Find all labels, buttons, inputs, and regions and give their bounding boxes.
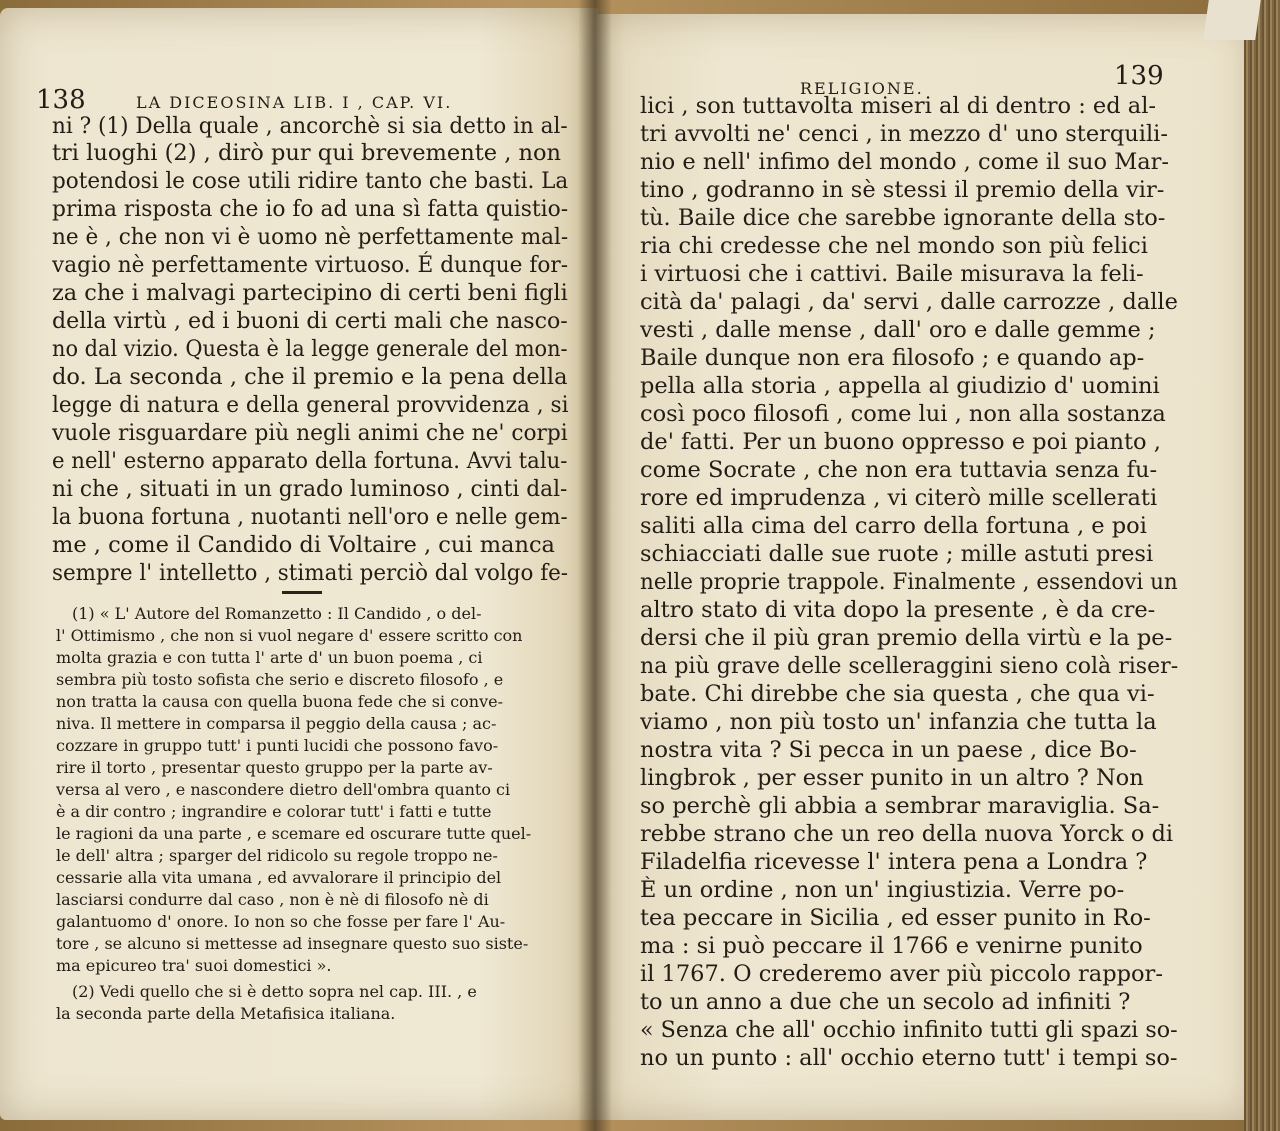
right-line: i virtuosi che i cattivi. Baile misurava la feli- [640,261,1144,287]
footnote-line: versa al vero , e nascondere dietro dell'ombra quanto ci [56,780,511,799]
right-line: come Socrate , che non era tuttavia senza fu- [640,457,1158,483]
left-line: prima risposta che io fo ad una sì fatta quistio- [52,196,569,222]
right-line: È un ordine , non un' ingiustizia. Verre po- [640,877,1125,903]
right-page-number: 139 [1114,61,1164,91]
left-line: della virtù , ed i buoni di certi mali che nasco- [52,308,568,334]
left-line: e nell' esterno apparato della fortuna. Avvi talu- [52,448,568,474]
footnote-line: non tratta la causa con quella buona fede che si conve- [56,692,504,711]
footnote-line: (2) Vedi quello che si è detto sopra nel cap. III. , e [72,982,477,1001]
left-line: me , come il Candido di Voltaire , cui manca [52,532,555,558]
right-header [1114,60,1164,92]
footnote-line: niva. Il mettere in comparsa il peggio della causa ; ac- [56,714,497,733]
left-line: ni ? (1) Della quale , ancorchè si sia detto in al- [52,113,568,139]
footnote-line: galantuomo d' onore. Io non so che fosse per fare l' Au- [56,912,506,931]
right-line: così poco filosofi , come lui , non alla sostanza [640,401,1166,427]
left-line: no dal vizio. Questa è la legge generale del mon- [52,336,568,362]
left-line: la buona fortuna , nuotanti nell'oro e nelle gem- [52,504,568,530]
left-line: do. La seconda , che il premio e la pena della [52,364,568,390]
right-line: Baile dunque non era filosofo ; e quando ap- [640,345,1145,371]
right-line: vesti , dalle mense , dall' oro e dalle gemme ; [640,317,1156,343]
footnote-line: è a dir contro ; ingrandire e colorar tutt' i fatti e tutte [56,802,492,821]
footnote-line: ma epicureo tra' suoi domestici ». [56,956,332,975]
right-line: tino , godranno in sè stessi il premio della vir- [640,177,1165,203]
left-page-number: 138 [36,85,86,115]
right-line: schiacciati dalle sue ruote ; mille astuti presi [640,541,1154,567]
right-line: nostra vita ? Si pecca in un paese , dice Bo- [640,737,1137,763]
right-line: ria chi credesse che nel mondo son più felici [640,233,1148,259]
left-line: za che i malvagi partecipino di certi beni figli [52,280,568,306]
right-line: rebbe strano che un reo della nuova Yorck o di [640,821,1174,847]
right-line: rore ed imprudenza , vi citerò mille scellerati [640,485,1158,511]
right-line: no un punto : all' occhio eterno tutt' i tempi so- [640,1045,1178,1071]
footnote-line: lasciarsi condurre dal caso , non è nè di filosofo nè di [56,890,489,909]
right-line: nio e nell' infimo del mondo , come il suo Mar- [640,149,1170,175]
paper-tab [1203,0,1261,40]
right-line: de' fatti. Per un buono oppresso e poi pianto , [640,429,1161,455]
right-line: saliti alla cima del carro della fortuna , e poi [640,513,1147,539]
left-line: sempre l' intelletto , stimati perciò dal volgo fe- [52,560,569,586]
right-line: pella alla storia , appella al giudizio d' uomini [640,373,1160,399]
right-line: il 1767. O crederemo aver più piccolo rappor- [640,961,1163,987]
footnote-line: cozzare in gruppo tutt' i punti lucidi che possono favo- [56,736,499,755]
right-line: altro stato di vita dopo la presente , è da cre- [640,597,1156,623]
right-line: Filadelfia ricevesse l' intera pena a Londra ? [640,849,1148,875]
footnote-line: rire il torto , presentar questo gruppo per la parte av- [56,758,493,777]
right-line: lici , son tuttavolta miseri al di dentro : ed al- [640,93,1157,119]
right-running-head: RELIGIONE. [800,79,924,98]
right-line: so perchè gli abbia a sembrar maraviglia. Sa- [640,793,1160,819]
right-line: tri avvolti ne' cenci , in mezzo d' uno sterquili- [640,121,1168,147]
footnote-rule [282,591,322,594]
footnote-line: molta grazia e con tutta l' arte d' un buon poema , ci [56,648,483,667]
footnote-line: l' Ottimismo , che non si vuol negare d' essere scritto con [56,626,523,645]
left-line: legge di natura e della general provvidenza , si [52,392,569,418]
page-edges [1244,0,1280,1131]
footnote-line: la seconda parte della Metafisica italiana. [56,1004,396,1023]
right-line: nelle proprie trappole. Finalmente , essendovi un [640,569,1178,595]
footnote-line: (1) « L' Autore del Romanzetto : Il Candido , o del- [72,604,482,623]
right-line: ma : si può peccare il 1766 e venirne punito [640,933,1143,959]
book-gutter [578,0,612,1131]
right-line: cità da' palagi , da' servi , dalle carrozze , dalle [640,289,1178,315]
footnote-line: cessarie alla vita umana , ed avvalorare il principio del [56,868,502,887]
footnote-line: le ragioni da una parte , e scemare ed oscurare tutte quel- [56,824,532,843]
left-line: ne è , che non vi è uomo nè perfettamente mal- [52,224,569,250]
right-line: na più grave delle scelleraggini sieno colà riser- [640,653,1179,679]
left-running-head: LA DICEOSINA LIB. I , CAP. VI. [136,93,453,112]
right-line: dersi che il più gran premio della virtù e la pe- [640,625,1173,651]
right-line: lingbrok , per esser punito in un altro ? Non [640,765,1144,791]
left-line: ni che , situati in un grado luminoso , cinti dal- [52,476,568,502]
right-line: bate. Chi direbbe che sia questa , che qua vi- [640,681,1155,707]
right-line: to un anno a due che un secolo ad infiniti ? [640,989,1131,1015]
right-line: « Senza che all' occhio infinito tutti gli spazi so- [640,1017,1178,1043]
left-line: vuole risguardare più negli animi che ne' corpi [52,420,568,446]
right-line: tù. Baile dice che sarebbe ignorante della sto- [640,205,1166,231]
left-line: potendosi le cose utili ridire tanto che basti. La [52,168,569,194]
footnote-line: tore , se alcuno si mettesse ad insegnare questo suo siste- [56,934,529,953]
footnote-line: sembra più tosto sofista che serio e discreto filosofo , e [56,670,504,689]
right-line: tea peccare in Sicilia , ed esser punito in Ro- [640,905,1151,931]
right-line: viamo , non più tosto un' infanzia che tutta la [640,709,1157,735]
left-line: tri luoghi (2) , dirò pur qui brevemente , non [52,140,562,166]
footnote-line: le dell' altra ; sparger del ridicolo su regole troppo ne- [56,846,498,865]
left-line: vagio nè perfettamente virtuoso. É dunque for- [52,252,569,278]
